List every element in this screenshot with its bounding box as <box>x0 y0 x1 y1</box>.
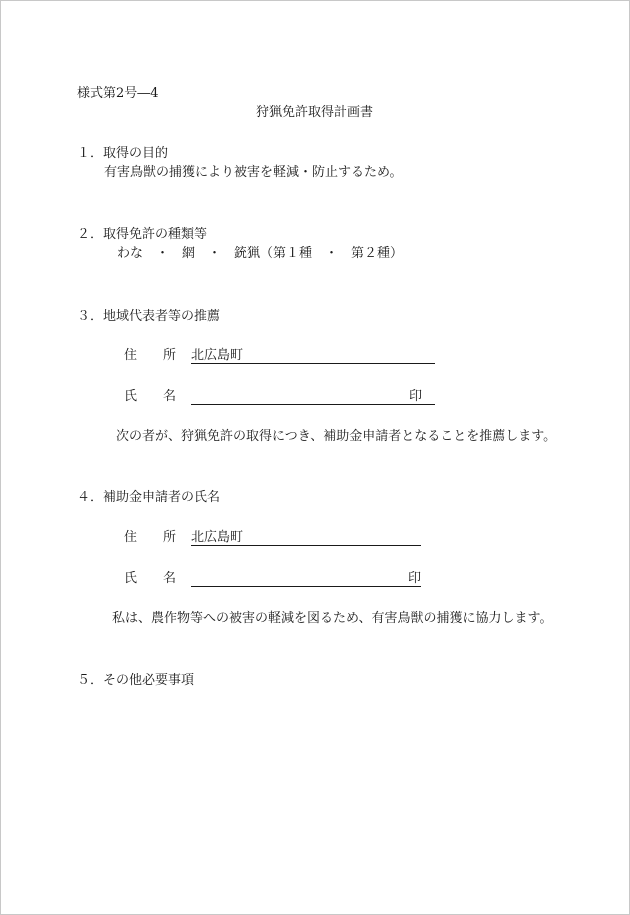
applicant-seal: 印 <box>408 571 422 586</box>
recommender-name-label: 氏 名 <box>124 389 177 404</box>
form-number: 様式第2号―4 <box>77 86 159 101</box>
section-2-heading: ２．取得免許の種類等 <box>77 227 208 242</box>
section-4-heading: ４．補助金申請者の氏名 <box>77 490 221 505</box>
applicant-name-underline <box>191 586 421 587</box>
applicant-name-label: 氏 名 <box>124 571 177 586</box>
applicant-address-label: 住 所 <box>124 530 177 545</box>
recommender-name-underline <box>191 404 435 405</box>
section-3-heading: ３．地域代表者等の推薦 <box>77 309 221 324</box>
section-5-heading: ５．その他必要事項 <box>77 673 195 688</box>
section-2-body: わな ・ 網 ・ 銃猟（第１種 ・ 第２種） <box>117 246 404 261</box>
applicant-address-value: 北広島町 <box>191 530 244 545</box>
recommendation-statement: 次の者が、狩猟免許の取得につき、補助金申請者となることを推薦します。 <box>116 429 557 444</box>
section-1-heading: １．取得の目的 <box>77 146 169 161</box>
section-1-body: 有害鳥獣の捕獲により被害を軽減・防止するため。 <box>104 165 403 180</box>
recommender-seal: 印 <box>409 389 423 404</box>
document-title: 狩猟免許取得計画書 <box>256 105 374 120</box>
recommender-address-value: 北広島町 <box>191 348 244 363</box>
applicant-statement: 私は、農作物等への被害の軽減を図るため、有害鳥獣の捕獲に協力します。 <box>112 611 553 626</box>
recommender-address-label: 住 所 <box>124 348 177 363</box>
recommender-address-underline <box>191 363 435 364</box>
applicant-address-underline <box>191 545 421 546</box>
